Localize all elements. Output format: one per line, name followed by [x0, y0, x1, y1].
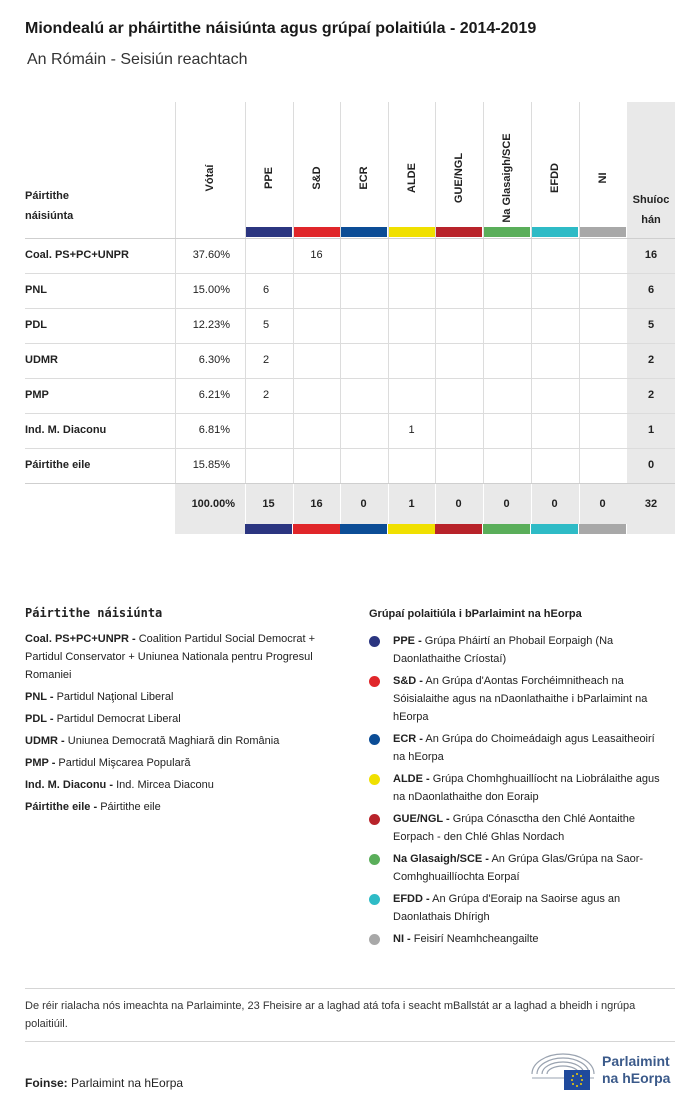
grid-line [435, 238, 436, 273]
grid-line [579, 448, 580, 483]
seat-cell [293, 343, 340, 378]
table-row [25, 448, 675, 483]
group-color-bar [531, 524, 578, 534]
seat-cell: 2 [263, 354, 270, 366]
group-column-header: GUE/NGL [452, 152, 465, 204]
grid-line [175, 273, 176, 308]
grid-line [388, 308, 389, 343]
party-legend-item: UDMR - Uniunea Democrată Maghiară din România [25, 735, 280, 747]
seat-cell [483, 238, 530, 273]
source-label: Foinse: [25, 1076, 68, 1090]
grid-line [483, 343, 484, 378]
grid-line [531, 378, 532, 413]
party-legend [25, 606, 345, 820]
seat-cell [531, 308, 578, 343]
grid-line [245, 378, 246, 413]
table-row [25, 378, 675, 413]
grid-line [388, 238, 389, 273]
grid-line [483, 102, 484, 238]
total-seats-cell: 6 [627, 273, 675, 308]
grid-line [340, 238, 341, 273]
party-legend-item: Ind. M. Diaconu - Ind. Mircea Diaconu [25, 779, 214, 791]
votes-cell: 37.60% [192, 249, 230, 261]
total-group-seats-cell: 1 [408, 498, 415, 510]
group-column-header: PPE [262, 166, 275, 190]
seat-cell [388, 448, 435, 483]
seat-cell [263, 448, 283, 483]
total-group-seats-cell: 16 [310, 498, 323, 510]
group-color-bar [435, 227, 482, 237]
seats-table [25, 102, 675, 510]
seat-cell [293, 308, 340, 343]
seat-cell [483, 378, 530, 413]
votes-column-header: Vótaí [204, 164, 216, 192]
total-seats-cell: 2 [627, 343, 675, 378]
group-color-bar [579, 524, 626, 534]
grid-line [245, 484, 246, 524]
group-color-bar [388, 524, 435, 534]
seats-column-header: Shuíoc hán [627, 102, 675, 238]
total-seats-cell: 2 [627, 378, 675, 413]
grid-line [245, 273, 246, 308]
total-seats-cell: 5 [627, 308, 675, 343]
votes-cell: 15.85% [192, 459, 230, 471]
grid-line [483, 378, 484, 413]
party-column-header: Páirtithe náisiúnta [25, 190, 74, 222]
grid-line [245, 102, 246, 238]
grid-line [531, 413, 532, 448]
group-color-bar [388, 227, 435, 237]
seat-cell [483, 343, 530, 378]
grid-line [435, 413, 436, 448]
grid-line [531, 308, 532, 343]
group-color-dot-icon [369, 774, 380, 785]
grid-line [293, 448, 294, 483]
grid-line [175, 343, 176, 378]
grid-line [483, 273, 484, 308]
grid-line [175, 102, 176, 238]
seat-cell [388, 273, 435, 308]
grid-line [579, 413, 580, 448]
total-seats-cell: 0 [627, 448, 675, 483]
total-votes-cell: 100.00% [191, 498, 235, 510]
grid-line [388, 273, 389, 308]
seat-cell [340, 273, 387, 308]
grid-line [293, 413, 294, 448]
grid-line [293, 273, 294, 308]
grid-line [245, 308, 246, 343]
grid-line [531, 484, 532, 524]
table-row [25, 308, 675, 343]
party-name: PMP [25, 389, 49, 401]
grid-line [175, 238, 176, 273]
grid-line [340, 378, 341, 413]
party-legend-item: PNL - Partidul Naţional Liberal [25, 691, 174, 703]
grid-line [579, 484, 580, 524]
group-legend-item: NI - Feisirí Neamhcheangailte [369, 930, 669, 948]
grid-line [340, 484, 341, 524]
grid-line [483, 238, 484, 273]
group-color-dot-icon [369, 636, 380, 647]
group-legend [369, 606, 669, 952]
seat-cell [579, 343, 626, 378]
votes-cell: 15.00% [192, 284, 230, 296]
grid-line [579, 273, 580, 308]
grid-line [245, 413, 246, 448]
group-legend-title: Grúpaí polaitiúla i bParlaimint na hEorpa [369, 608, 582, 620]
grid-line [340, 273, 341, 308]
seat-cell [340, 378, 387, 413]
european-parliament-logo [530, 1050, 680, 1092]
group-color-dot-icon [369, 676, 380, 687]
grid-line [435, 102, 436, 238]
totals-row [175, 484, 675, 524]
logo-line1: Parlaimint [602, 1053, 670, 1069]
total-group-seats-cell: 0 [503, 498, 510, 510]
seat-cell [388, 308, 435, 343]
table-header [25, 102, 675, 238]
group-color-bar [483, 524, 530, 534]
party-legend-title: Páirtithe náisiúnta [25, 606, 163, 620]
grid-line [175, 413, 176, 448]
row-divider [25, 238, 675, 239]
group-legend-item: PPE - Grúpa Pháirtí an Phobail Eorpaigh (Na Daonlathaithe Críostaí) [369, 632, 669, 668]
group-color-dot-icon [369, 854, 380, 865]
grid-line [483, 484, 484, 524]
seat-cell [435, 308, 482, 343]
votes-cell: 12.23% [192, 319, 230, 331]
grid-line [175, 378, 176, 413]
grid-line [531, 238, 532, 273]
group-column-header: Na Glasaigh/SCE [500, 133, 513, 223]
party-legend-item: Páirtithe eile - Páirtithe eile [25, 801, 161, 813]
grid-line [435, 308, 436, 343]
seat-cell: 1 [408, 424, 415, 436]
votes-cell: 6.30% [198, 354, 230, 366]
grid-line [293, 102, 294, 238]
party-legend-item: PDL - Partidul Democrat Liberal [25, 713, 181, 725]
total-group-seats-cell: 15 [262, 498, 275, 510]
total-group-seats-cell: 0 [360, 498, 367, 510]
grid-line [483, 448, 484, 483]
seat-cell [263, 238, 283, 273]
seat-cell: 5 [263, 319, 270, 331]
row-divider [25, 413, 675, 414]
seat-cell [388, 343, 435, 378]
group-color-bar [435, 524, 482, 534]
party-name: UDMR [25, 354, 58, 366]
grid-line [340, 448, 341, 483]
group-legend-item: Na Glasaigh/SCE - An Grúpa Glas/Grúpa na Saor-Comhghuaillíochta Eorpaí [369, 850, 669, 886]
grid-line [435, 448, 436, 483]
grid-line [245, 238, 246, 273]
seat-cell [388, 238, 435, 273]
grid-line [435, 343, 436, 378]
seat-cell: 6 [263, 284, 270, 296]
group-color-dot-icon [369, 934, 380, 945]
seat-cell [483, 273, 530, 308]
seat-cell [340, 343, 387, 378]
party-name: Páirtithe eile [25, 459, 91, 471]
group-color-bar [483, 227, 530, 237]
group-column-header: NI [596, 172, 609, 184]
total-group-seats-cell: 0 [455, 498, 462, 510]
grid-line [293, 308, 294, 343]
seat-cell [579, 413, 626, 448]
grid-line [388, 102, 389, 238]
table-row [25, 273, 675, 308]
grid-line [531, 448, 532, 483]
seat-cell [579, 273, 626, 308]
grid-line [340, 343, 341, 378]
seat-cell [531, 238, 578, 273]
page-title: Miondealú ar pháirtithe náisiúnta agus grúpaí polaitiúla - 2014-2019 [25, 20, 537, 37]
group-color-bar [531, 227, 578, 237]
grand-total-cell: 32 [644, 498, 658, 510]
seat-cell [340, 238, 387, 273]
grid-line [579, 343, 580, 378]
grid-line [388, 378, 389, 413]
grid-line [435, 378, 436, 413]
grid-line [388, 448, 389, 483]
group-column-header: ALDE [405, 163, 418, 193]
seat-cell [293, 448, 340, 483]
seat-cell [531, 273, 578, 308]
grid-line [483, 413, 484, 448]
grid-line [175, 448, 176, 483]
grid-line [483, 308, 484, 343]
total-seats-cell: 1 [627, 413, 675, 448]
source-text: Parlaimint na hEorpa [71, 1076, 184, 1090]
seat-cell [293, 273, 340, 308]
page-subtitle: An Rómáin - Seisiún reachtach [27, 51, 248, 68]
grid-line [579, 238, 580, 273]
logo-line2: na hEorpa [602, 1070, 671, 1086]
group-color-bar [245, 524, 292, 534]
seat-cell [579, 378, 626, 413]
group-color-dot-icon [369, 734, 380, 745]
group-column-header: EFDD [548, 163, 561, 193]
seat-cell [293, 378, 340, 413]
grid-line [245, 343, 246, 378]
seat-cell [483, 308, 530, 343]
group-column-header: ECR [357, 166, 370, 190]
grid-line [388, 413, 389, 448]
party-legend-item: Coal. PS+PC+UNPR - Coalition Partidul Social Democrat + Partidul Conservator + Uniunea Nationala pentru Progresul Romaniei [25, 633, 316, 681]
divider [25, 1041, 675, 1042]
seat-cell [579, 308, 626, 343]
party-name: Ind. M. Diaconu [25, 424, 107, 436]
grid-line [531, 102, 532, 238]
grid-line [388, 343, 389, 378]
table-row [25, 343, 675, 378]
group-color-bar [579, 227, 626, 237]
votes-cell: 6.81% [198, 424, 230, 436]
seat-cell [483, 413, 530, 448]
grid-line [293, 378, 294, 413]
group-color-bar [340, 524, 387, 534]
grid-line [340, 308, 341, 343]
party-legend-item: PMP - Partidul Mişcarea Populară [25, 757, 191, 769]
grid-line [388, 484, 389, 524]
seat-cell [435, 413, 482, 448]
row-divider [25, 343, 675, 344]
party-name: PDL [25, 319, 47, 331]
seat-cell [293, 413, 340, 448]
bar-spacer [627, 524, 675, 534]
grid-line [531, 343, 532, 378]
row-divider [25, 378, 675, 379]
seat-cell [579, 448, 626, 483]
source-line [25, 1076, 183, 1090]
total-group-seats-cell: 0 [551, 498, 558, 510]
seat-cell [435, 238, 482, 273]
seat-cell [531, 378, 578, 413]
seat-cell [435, 343, 482, 378]
grid-line [579, 102, 580, 238]
seat-cell [531, 343, 578, 378]
group-column-header: S&D [310, 166, 323, 190]
seat-cell [531, 448, 578, 483]
group-legend-item: GUE/NGL - Grúpa Cónasctha den Chlé Aontaithe Eorpach - den Chlé Ghlas Nordach [369, 810, 669, 846]
seat-cell [435, 273, 482, 308]
table-row [25, 238, 675, 273]
grid-line [293, 484, 294, 524]
group-color-bar [293, 227, 340, 237]
seat-cell [483, 448, 530, 483]
grid-line [340, 102, 341, 238]
seat-cell [263, 413, 283, 448]
seat-cell [579, 238, 626, 273]
group-color-dot-icon [369, 894, 380, 905]
seat-cell [435, 448, 482, 483]
seat-cell [435, 378, 482, 413]
seat-cell [340, 413, 387, 448]
group-legend-item: S&D - An Grúpa d'Aontas Forchéimnitheach na Sóisialaithe agus na nDaonlathaithe i bParlaimint na hEorpa [369, 672, 669, 726]
grid-line [175, 308, 176, 343]
grid-line [435, 484, 436, 524]
grid-line [435, 273, 436, 308]
seat-cell: 16 [310, 249, 323, 261]
seat-cell [340, 448, 387, 483]
row-divider [25, 273, 675, 274]
group-color-bar [293, 524, 340, 534]
table-row [25, 413, 675, 448]
group-color-dot-icon [369, 814, 380, 825]
group-color-bar [245, 227, 292, 237]
group-color-bar [340, 227, 387, 237]
row-divider [25, 308, 675, 309]
seat-cell [531, 413, 578, 448]
parliament-hemicycle-icon [530, 1050, 600, 1092]
total-seats-cell: 16 [627, 238, 675, 273]
row-divider [25, 448, 675, 449]
grid-line [293, 343, 294, 378]
group-legend-item: ALDE - Grúpa Chomhghuaillíocht na Liobrálaithe agus na nDaonlathaithe don Eoraip [369, 770, 669, 806]
grid-line [579, 378, 580, 413]
grid-line [245, 448, 246, 483]
group-legend-item: ECR - An Grúpa do Choimeádaigh agus Leasaitheoirí na hEorpa [369, 730, 669, 766]
bar-spacer [175, 524, 245, 534]
seat-cell [388, 378, 435, 413]
seat-cell: 2 [263, 389, 270, 401]
total-group-seats-cell: 0 [599, 498, 606, 510]
footnote: De réir rialacha nós imeachta na Parlaiminte, 23 Fheisire ar a laghad atá tofa i seacht mBallstát ar a laghad a bheidh i ngrúpa polaitiúil. [25, 1000, 636, 1030]
group-legend-item: EFDD - An Grúpa d'Eoraip na Saoirse agus an Daonlathais Dhírigh [369, 890, 669, 926]
divider [25, 988, 675, 989]
grid-line [531, 273, 532, 308]
grid-line [293, 238, 294, 273]
votes-cell: 6.21% [198, 389, 230, 401]
seat-cell [340, 308, 387, 343]
party-name: PNL [25, 284, 47, 296]
party-name: Coal. PS+PC+UNPR [25, 249, 129, 261]
grid-line [340, 413, 341, 448]
grid-line [579, 308, 580, 343]
